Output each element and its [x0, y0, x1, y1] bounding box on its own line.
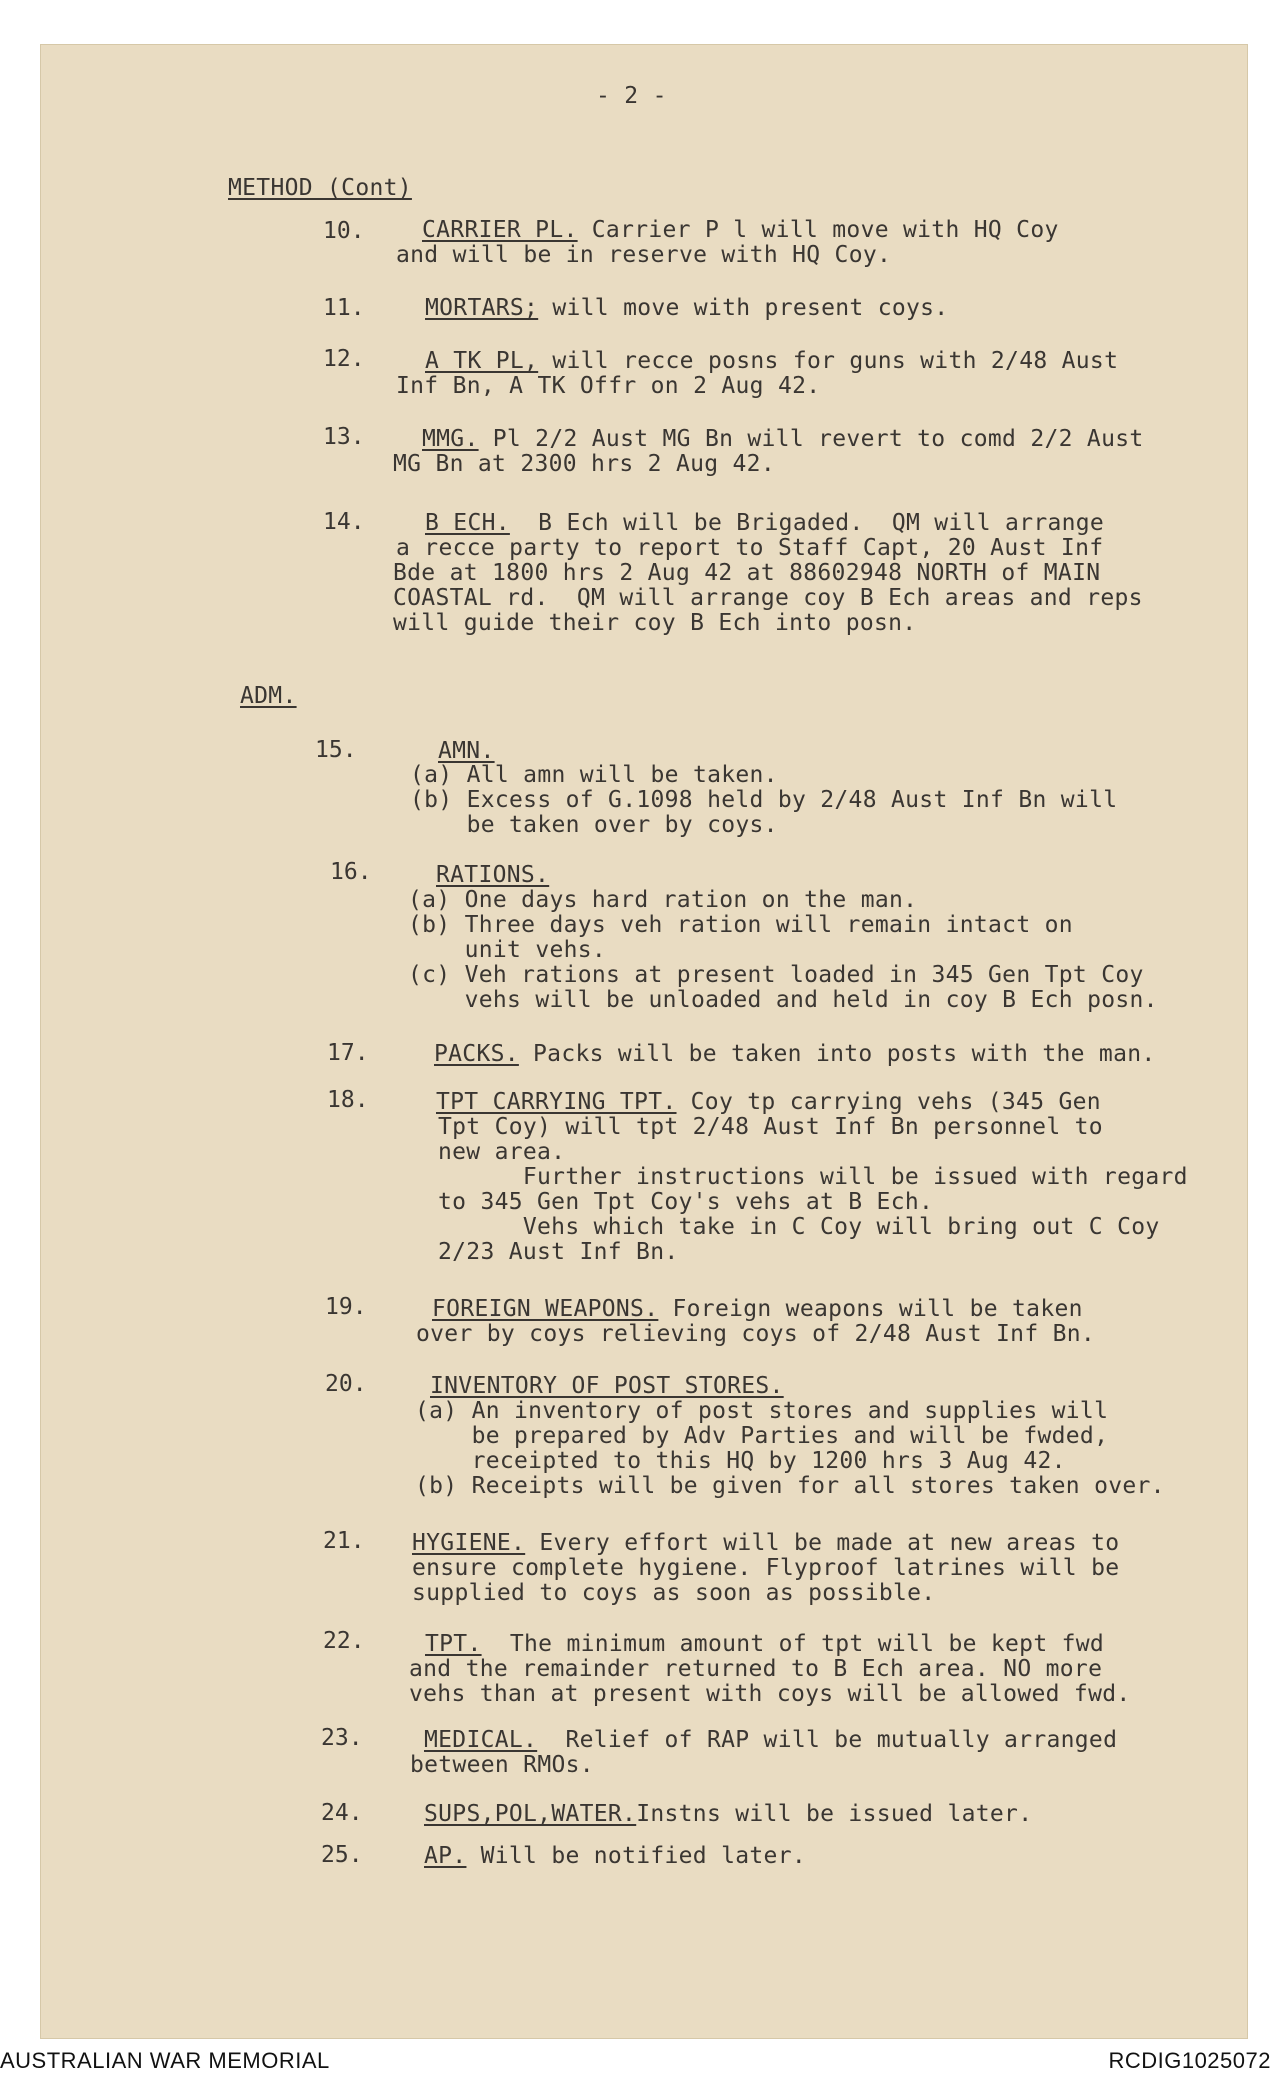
paragraph-14: B ECH. B Ech will be Brigaded. QM will arrange — [425, 510, 1105, 536]
paragraph-heading: FOREIGN WEAPONS. — [432, 1296, 659, 1322]
paragraph-heading: MEDICAL. — [424, 1727, 538, 1753]
paragraph-line: be prepared by Adv Parties and will be fwded, — [415, 1423, 1109, 1449]
paragraph-heading: SUPS,POL,WATER. — [424, 1801, 637, 1827]
paragraph-number: 22. — [323, 1628, 365, 1654]
paragraph-line: MG Bn at 2300 hrs 2 Aug 42. — [393, 451, 775, 477]
paragraph-number: 25. — [321, 1842, 363, 1868]
paragraph-line: Vehs which take in C Coy will bring out C Coy — [438, 1214, 1160, 1240]
paragraph-heading: INVENTORY OF POST STORES. — [430, 1373, 784, 1399]
paragraph-number: 13. — [323, 424, 365, 450]
paragraph-22: TPT. The minimum amount of tpt will be kept fwd — [425, 1631, 1105, 1657]
section-heading-adm: ADM. — [240, 683, 297, 709]
paragraph-number: 18. — [327, 1087, 369, 1113]
paragraph-19: FOREIGN WEAPONS. Foreign weapons will be taken — [432, 1296, 1083, 1322]
page-number: - 2 - — [596, 83, 667, 109]
paragraph-17: PACKS. Packs will be taken into posts with the man. — [434, 1041, 1156, 1067]
paragraph-heading: MORTARS; — [425, 295, 539, 321]
paragraph-number: 20. — [325, 1371, 367, 1397]
paragraph-line: Tpt Coy) will tpt 2/48 Aust Inf Bn personnel to — [438, 1114, 1103, 1140]
paragraph-10: CARRIER PL. Carrier P l will move with HQ Coy — [422, 217, 1059, 243]
paragraph-25: AP. Will be notified later. — [424, 1843, 806, 1869]
paragraph-line: over by coys relieving coys of 2/48 Aust Inf Bn. — [416, 1321, 1096, 1347]
paragraph-line: to 345 Gen Tpt Coy's vehs at B Ech. — [438, 1189, 934, 1215]
paragraph-heading: TPT CARRYING TPT. — [436, 1089, 677, 1115]
paragraph-24: SUPS,POL,WATER.Instns will be issued later. — [424, 1801, 1033, 1827]
paragraph-21: HYGIENE. Every effort will be made at new areas to — [412, 1530, 1120, 1556]
paragraph-line: (c) Veh rations at present loaded in 345 Gen Tpt Coy — [408, 962, 1144, 988]
paragraph-line: (a) All amn will be taken. — [410, 762, 778, 788]
paragraph-line: (a) One days hard ration on the man. — [408, 887, 918, 913]
footer-record-id: RCDIG1025072 — [1108, 2048, 1271, 2073]
paragraph-line: (b) Excess of G.1098 held by 2/48 Aust Inf Bn will — [410, 787, 1118, 813]
paragraph-number: 14. — [323, 509, 365, 535]
paragraph-line: new area. — [438, 1139, 566, 1165]
paragraph-heading: HYGIENE. — [412, 1530, 526, 1556]
paragraph-heading: TPT. — [425, 1631, 482, 1657]
paragraph-11: MORTARS; will move with present coys. — [425, 295, 949, 321]
paragraph-number: 23. — [321, 1725, 363, 1751]
paragraph-line: ensure complete hygiene. Flyproof latrines will be — [412, 1555, 1120, 1581]
paragraph-line: between RMOs. — [410, 1752, 594, 1778]
paragraph-number: 17. — [327, 1040, 369, 1066]
footer-archive-name: AUSTRALIAN WAR MEMORIAL — [0, 2048, 330, 2073]
paragraph-13: MMG. Pl 2/2 Aust MG Bn will revert to comd 2/2 Aust — [422, 426, 1144, 452]
paragraph-heading: CARRIER PL. — [422, 217, 578, 243]
paragraph-line: Bde at 1800 hrs 2 Aug 42 at 88602948 NORTH of MAIN — [393, 560, 1101, 586]
paragraph-heading: B ECH. — [425, 510, 510, 536]
paragraph-heading: AMN. — [438, 738, 495, 764]
paragraph-line: unit vehs. — [408, 937, 607, 963]
paragraph-12: A TK PL, will recce posns for guns with 2/48 Aust — [425, 348, 1119, 374]
paragraph-line: will guide their coy B Ech into posn. — [393, 610, 917, 636]
paragraph-line: supplied to coys as soon as possible. — [412, 1580, 936, 1606]
paragraph-heading: RATIONS. — [436, 862, 550, 888]
document-page — [40, 44, 1248, 2039]
paragraph-heading: AP. — [424, 1843, 467, 1869]
paragraph-line: 2/23 Aust Inf Bn. — [438, 1239, 679, 1265]
paragraph-line: and the remainder returned to B Ech area. NO more — [409, 1656, 1103, 1682]
paragraph-heading: PACKS. — [434, 1041, 519, 1067]
paragraph-number: 11. — [323, 295, 365, 321]
paragraph-18: TPT CARRYING TPT. Coy tp carrying vehs (345 Gen — [436, 1089, 1101, 1115]
paragraph-line: vehs will be unloaded and held in coy B Ech posn. — [408, 987, 1158, 1013]
paragraph-number: 16. — [330, 859, 372, 885]
paragraph-number: 15. — [315, 737, 357, 763]
paragraph-number: 24. — [321, 1800, 363, 1826]
paragraph-line: Further instructions will be issued with regard — [438, 1164, 1188, 1190]
paragraph-line: COASTAL rd. QM will arrange coy B Ech areas and reps — [393, 585, 1143, 611]
paragraph-line: Inf Bn, A TK Offr on 2 Aug 42. — [396, 373, 821, 399]
paragraph-line: (b) Three days veh ration will remain intact on — [408, 912, 1073, 938]
paragraph-number: 19. — [325, 1294, 367, 1320]
paragraph-line: (b) Receipts will be given for all stores taken over. — [415, 1473, 1165, 1499]
paragraph-line: and will be in reserve with HQ Coy. — [396, 242, 892, 268]
paragraph-line: be taken over by coys. — [410, 812, 778, 838]
paragraph-line: (a) An inventory of post stores and supplies will — [415, 1398, 1109, 1424]
paragraph-number: 12. — [323, 346, 365, 372]
paragraph-number: 10. — [323, 218, 365, 244]
paragraph-line: a recce party to report to Staff Capt, 20 Aust Inf — [396, 535, 1104, 561]
paragraph-23: MEDICAL. Relief of RAP will be mutually arranged — [424, 1727, 1118, 1753]
paragraph-heading: MMG. — [422, 426, 479, 452]
section-heading-method: METHOD (Cont) — [228, 175, 412, 201]
paragraph-heading: A TK PL, — [425, 348, 539, 374]
paragraph-line: receipted to this HQ by 1200 hrs 3 Aug 42. — [415, 1448, 1066, 1474]
paragraph-line: vehs than at present with coys will be allowed fwd. — [409, 1681, 1131, 1707]
paragraph-number: 21. — [323, 1528, 365, 1554]
